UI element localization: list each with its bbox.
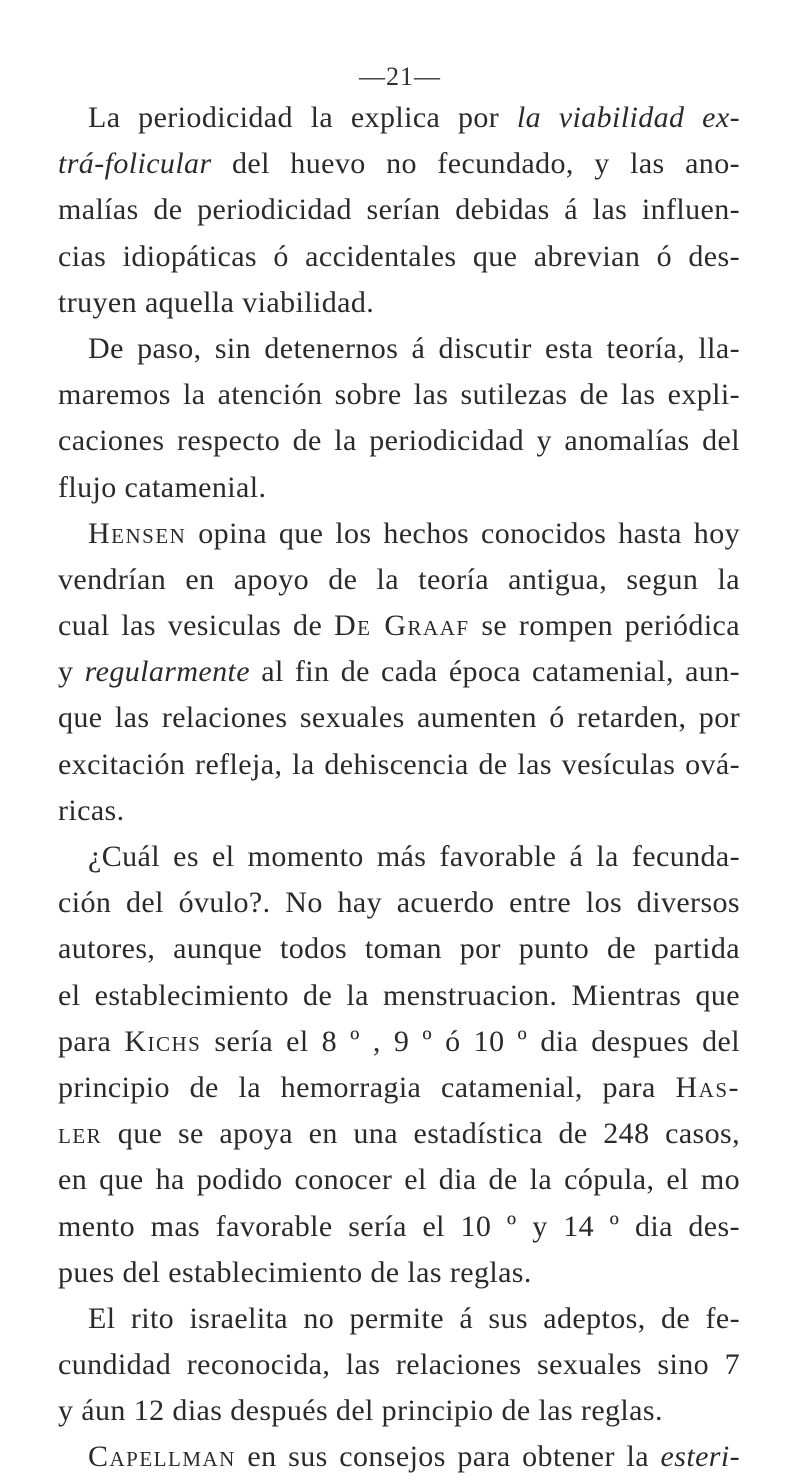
text-run: cual las vesiculas de — [58, 609, 334, 643]
text-run: y — [58, 655, 85, 689]
emphasis-text: la viabilidad ex- — [516, 101, 740, 134]
text-line — [58, 234, 740, 280]
text-line — [58, 649, 740, 695]
text-line — [58, 1250, 740, 1296]
text-line — [58, 1342, 740, 1388]
author-name: Capellman — [88, 1440, 236, 1474]
text-run: que las relaciones sexuales aumenten ó retarden, por — [58, 701, 740, 735]
paragraph — [58, 1296, 740, 1435]
text-line — [58, 141, 740, 187]
text-run: para — [58, 1024, 125, 1058]
text-run: truyen aquella viabilidad. — [58, 285, 375, 319]
text-run: al fin de cada época catamenial, aun- — [249, 655, 740, 689]
text-run: el establecimiento de la menstruacion. Mientras que — [58, 978, 740, 1012]
text-line — [58, 973, 740, 1019]
paragraph — [58, 511, 740, 834]
text-run: excitación refleja, la dehiscencia de las vesículas ová- — [58, 747, 740, 781]
text-run: que se apoya en una estadística de 248 casos, — [102, 1117, 740, 1151]
text-run: vendrían en apoyo de la teoría antigua, segun la — [58, 562, 740, 596]
text-line — [58, 834, 740, 880]
author-name: ler — [58, 1117, 103, 1151]
text-line — [58, 326, 740, 372]
paragraph — [58, 1434, 740, 1480]
text-run: y áun 12 dias después del principio de las reglas. — [58, 1394, 663, 1428]
text-run: en sus consejos para obtener la — [235, 1440, 661, 1474]
text-line — [58, 1019, 740, 1065]
text-run: en que ha podido conocer el dia de la cópula, el mo — [58, 1163, 740, 1197]
text-run: La periodicidad la explica por — [88, 101, 517, 134]
text-line — [58, 695, 740, 741]
emphasis-text: esteri- — [660, 1440, 740, 1474]
text-run: malías de periodicidad serían debidas á las influen- — [58, 193, 740, 227]
text-line — [58, 1296, 740, 1342]
text-line — [58, 880, 740, 926]
text-run: mento mas favorable sería el 10 º y 14 º dia des- — [58, 1209, 740, 1243]
text-run: principio de la hemorragia catamenial, para — [58, 1070, 676, 1104]
text-line — [58, 1434, 740, 1480]
text-run: pues del establecimiento de las reglas. — [58, 1255, 532, 1289]
text-line — [58, 95, 740, 141]
text-run: autores, aunque todos toman por punto de partida — [58, 932, 740, 966]
text-run: cundidad reconocida, las relaciones sexuales sino 7 — [58, 1348, 740, 1382]
text-line — [58, 1157, 740, 1203]
text-run: ción del óvulo?. No hay acuerdo entre los diversos — [58, 886, 740, 920]
text-line — [58, 1065, 740, 1111]
text-run: ricas. — [58, 793, 125, 827]
emphasis-text: trá-folicular — [58, 147, 212, 181]
text-run: El rito israelita no permite á sus adeptos, de fe- — [88, 1301, 740, 1335]
author-name: Kichs — [124, 1024, 202, 1058]
text-line — [58, 187, 740, 233]
paragraph — [58, 326, 740, 511]
author-name: Has- — [675, 1070, 740, 1104]
text-line — [58, 788, 740, 834]
text-line — [58, 1111, 740, 1157]
text-line — [58, 603, 740, 649]
page-number: —21— — [359, 62, 441, 91]
text-run: De paso, sin detenernos á discutir esta teoría, lla- — [88, 331, 740, 365]
text-run: opina que los hechos conocidos hasta hoy — [186, 516, 740, 550]
author-name: De Graaf — [333, 609, 470, 643]
text-line — [58, 742, 740, 788]
text-line — [58, 511, 740, 557]
emphasis-text: regularmente — [84, 655, 250, 689]
text-line — [58, 557, 740, 603]
text-line — [58, 465, 740, 511]
text-run: sería el 8 º , 9 º ó 10 º dia despues del — [201, 1024, 740, 1058]
text-line — [58, 280, 740, 326]
paragraph — [58, 834, 740, 1296]
text-run: cias idiopáticas ó accidentales que abrevian ó des- — [58, 239, 740, 273]
text-line — [58, 1204, 740, 1250]
text-line — [58, 926, 740, 972]
text-line — [58, 372, 740, 418]
body-text — [58, 95, 740, 1481]
text-run: ¿Cuál es el momento más favorable á la fecunda- — [88, 840, 740, 873]
text-run: se rompen periódica — [469, 609, 740, 643]
text-run: flujo catamenial. — [58, 470, 267, 504]
text-line — [58, 418, 740, 464]
text-line — [58, 1388, 740, 1434]
text-run: caciones respecto de la periodicidad y anomalías del — [58, 424, 740, 458]
author-name: Hensen — [88, 516, 187, 550]
text-run: del huevo no fecundado, y las ano- — [211, 147, 740, 181]
paragraph — [58, 95, 740, 326]
text-run: maremos la atención sobre las sutilezas de las expli- — [58, 378, 740, 412]
